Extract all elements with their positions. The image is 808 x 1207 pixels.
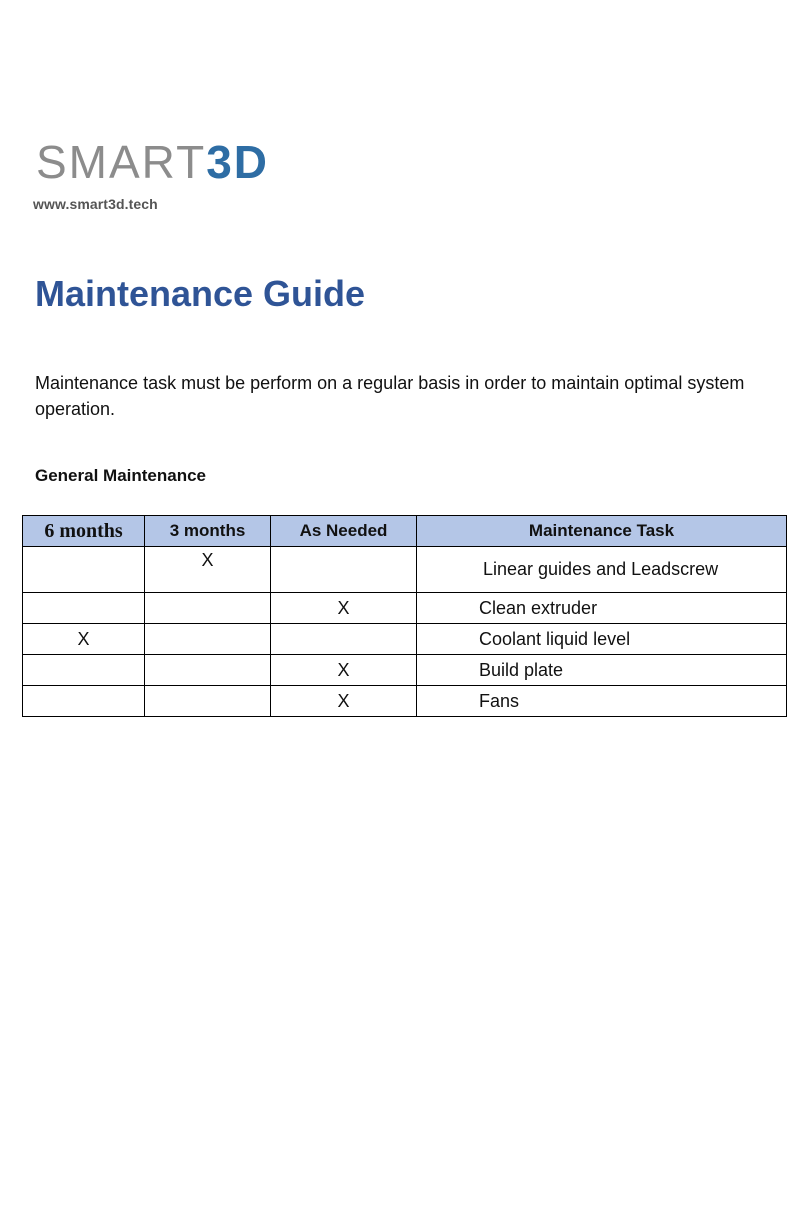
table-row bbox=[23, 547, 787, 593]
maintenance-table bbox=[22, 515, 787, 717]
table-row bbox=[23, 655, 787, 686]
cell-as-needed: X bbox=[271, 655, 417, 686]
cell-as-needed bbox=[271, 547, 417, 593]
cell-as-needed bbox=[271, 624, 417, 655]
cell-6-months: X bbox=[23, 624, 145, 655]
cell-as-needed: X bbox=[271, 686, 417, 717]
table-row bbox=[23, 624, 787, 655]
cell-6-months bbox=[23, 686, 145, 717]
cell-6-months bbox=[23, 547, 145, 593]
svg-text:SMART3D: SMART3D bbox=[36, 138, 269, 184]
header-maintenance-task: Maintenance Task bbox=[417, 516, 787, 547]
cell-3-months bbox=[145, 686, 271, 717]
cell-task: Build plate bbox=[417, 655, 787, 686]
intro-paragraph: Maintenance task must be perform on a regular basis in order to maintain optimal system operation. bbox=[35, 373, 745, 419]
table-row bbox=[23, 593, 787, 624]
website-url: www.smart3d.tech bbox=[33, 196, 158, 212]
header-as-needed: As Needed bbox=[271, 516, 417, 547]
table-header-row bbox=[23, 516, 787, 547]
cell-as-needed: X bbox=[271, 593, 417, 624]
cell-3-months: X bbox=[145, 547, 271, 593]
cell-task: Coolant liquid level bbox=[417, 624, 787, 655]
smart3d-logo bbox=[36, 138, 296, 184]
header-3-months: 3 months bbox=[145, 516, 271, 547]
cell-task: Linear guides and Leadscrew bbox=[417, 547, 787, 593]
page-title: Maintenance Guide bbox=[35, 273, 366, 314]
cell-6-months bbox=[23, 655, 145, 686]
cell-task: Clean extruder bbox=[417, 593, 787, 624]
cell-3-months bbox=[145, 624, 271, 655]
cell-task: Fans bbox=[417, 686, 787, 717]
header-6-months: 6 months bbox=[23, 516, 145, 547]
cell-6-months bbox=[23, 593, 145, 624]
cell-3-months bbox=[145, 655, 271, 686]
table-row bbox=[23, 686, 787, 717]
cell-3-months bbox=[145, 593, 271, 624]
section-heading: General Maintenance bbox=[35, 466, 207, 485]
